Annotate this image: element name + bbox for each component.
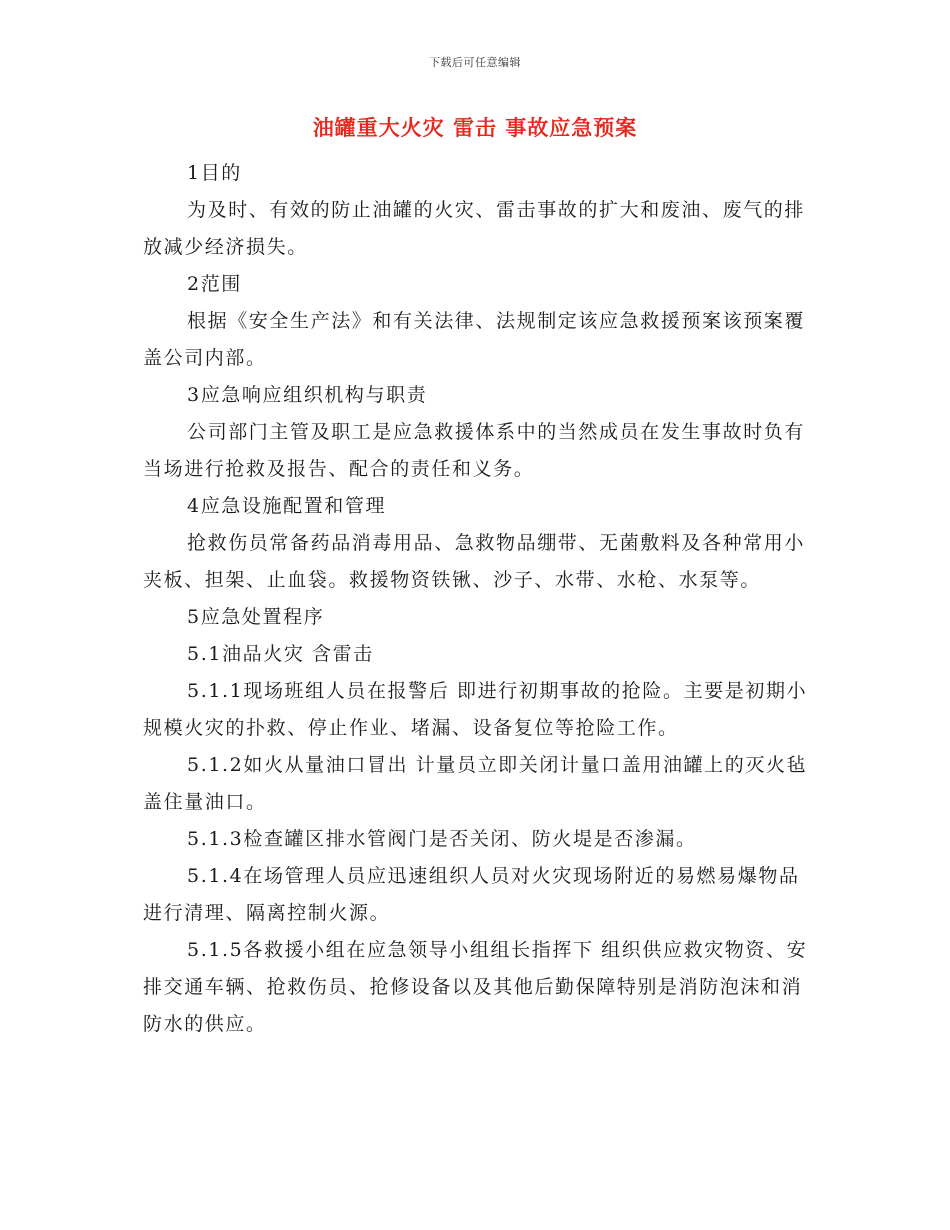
- paragraph-organization: 公司部门主管及职工是应急救援体系中的当然成员在发生事故时负有当场进行抢救及报告、配合的责任和义务。: [143, 421, 806, 480]
- paragraph-scope: 根据《安全生产法》和有关法律、法规制定该应急救援预案该预案覆盖公司内部。: [143, 310, 806, 369]
- section-heading-purpose: 1目的: [187, 162, 242, 184]
- section-heading-organization: 3应急响应组织机构与职责: [187, 384, 428, 406]
- document-title: 油罐重大火灾 雷击 事故应急预案: [312, 116, 638, 140]
- section-heading-facilities: 4应急设施配置和管理: [187, 495, 387, 517]
- paragraph-5-1-2: 5.1.2如火从量油口冒出 计量员立即关闭计量口盖用油罐上的灭火毡盖住量油口。: [143, 754, 808, 813]
- paragraph-facilities: 抢救伤员常备药品消毒用品、急救物品绷带、无菌敷料及各种常用小夹板、担架、止血袋。救援物资铁锹、沙子、水带、水枪、水泵等。: [143, 532, 806, 591]
- paragraph-5-1-1: 5.1.1现场班组人员在报警后 即进行初期事故的抢险。主要是初期小规模火灾的扑救、停止作业、堵漏、设备复位等抢险工作。: [143, 680, 808, 739]
- paragraph-purpose: 为及时、有效的防止油罐的火灾、雷击事故的扩大和废油、废气的排放减少经济损失。: [143, 199, 806, 258]
- subsection-heading-oil-fire: 5.1油品火灾 含雷击: [187, 643, 374, 665]
- page-header-note: 下载后可任意编辑: [429, 56, 521, 69]
- section-heading-procedure: 5应急处置程序: [187, 606, 325, 628]
- section-heading-scope: 2范围: [187, 273, 242, 295]
- paragraph-5-1-5: 5.1.5各救援小组在应急领导小组组长指挥下 组织供应救灾物资、安排交通车辆、抢救伤员、抢修设备以及其他后勤保障特别是消防泡沫和消防水的供应。: [143, 939, 808, 1035]
- paragraph-5-1-4: 5.1.4在场管理人员应迅速组织人员对火灾现场附近的易燃易爆物品进行清理、隔离控制火源。: [143, 865, 800, 924]
- paragraph-5-1-3: 5.1.3检查罐区排水管阀门是否关闭、防火堤是否渗漏。: [187, 828, 697, 850]
- document-body: [143, 155, 808, 1043]
